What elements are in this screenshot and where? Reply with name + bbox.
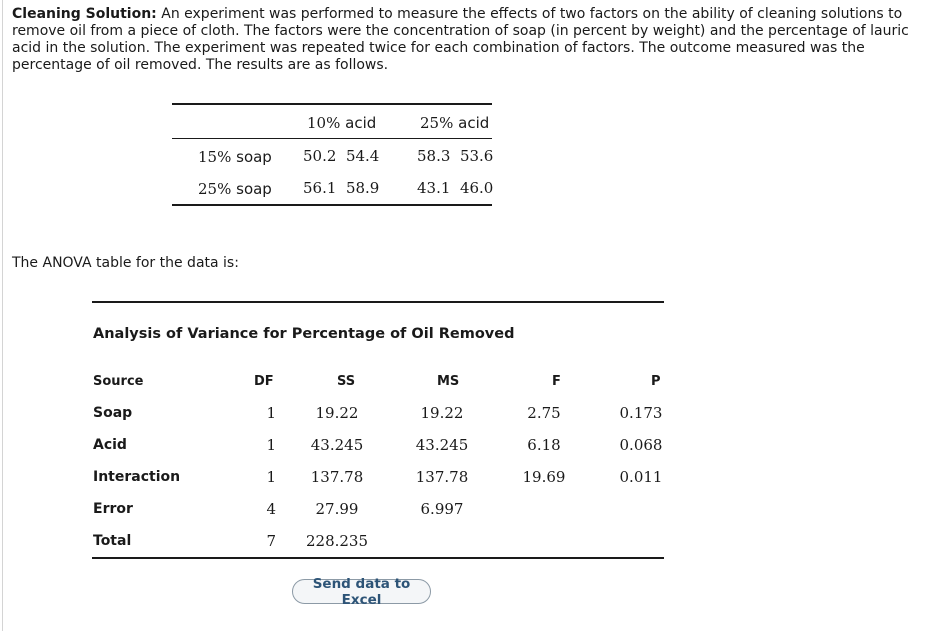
header-source: Source <box>93 374 144 389</box>
row-p: 0.173 <box>619 404 663 422</box>
row-source: Total <box>93 533 132 549</box>
row-15-soap-25-acid: 58.3 53.6 <box>417 147 494 165</box>
row-df: 1 <box>266 468 276 486</box>
intro-text: An experiment was performed to measure the effects of two factors on the ability of cleaning solutions to remove oil from a piece of cloth. The factors were the concentration of soap (in percent by weight) and the percentage of lauric acid in the solution. The experiment was repeated twice for each combination of factors. The outcome measured was the percentage of oil removed. The results are as follows. <box>12 6 909 73</box>
anova-bottom-rule <box>92 557 664 559</box>
intro-paragraph <box>12 6 917 74</box>
row-ms: 137.78 <box>415 468 469 486</box>
anova-title: Analysis of Variance for Percentage of Oil Removed <box>93 326 515 342</box>
anova-top-rule <box>92 301 664 303</box>
row-ss: 43.245 <box>310 436 364 454</box>
row-25-soap-label: 25% soap <box>198 180 272 198</box>
row-25-soap-10-acid: 56.1 58.9 <box>303 179 380 197</box>
row-df: 1 <box>266 436 276 454</box>
data-table-bottom-rule <box>172 204 492 206</box>
row-source: Interaction <box>93 469 181 485</box>
row-f: 19.69 <box>522 468 566 486</box>
row-ss: 137.78 <box>310 468 364 486</box>
row-p: 0.068 <box>619 436 663 454</box>
anova-intro-text: The ANOVA table for the data is: <box>12 255 239 271</box>
row-f: 6.18 <box>527 436 561 454</box>
row-source: Error <box>93 501 133 517</box>
anova-table <box>92 301 664 561</box>
header-f: F <box>552 374 561 389</box>
data-table-top-rule <box>172 103 492 105</box>
row-15-soap-label: 15% soap <box>198 148 272 166</box>
left-border <box>2 0 3 631</box>
data-table <box>172 103 492 206</box>
row-15-soap-10-acid: 50.2 54.4 <box>303 147 380 165</box>
row-p: 0.011 <box>619 468 663 486</box>
row-ss: 228.235 <box>305 532 369 550</box>
row-source: Soap <box>93 405 133 421</box>
send-data-to-excel-button[interactable]: Send data to Excel <box>292 579 431 604</box>
row-25-soap-25-acid: 43.1 46.0 <box>417 179 494 197</box>
row-df: 7 <box>266 532 276 550</box>
row-ms: 6.997 <box>420 500 464 518</box>
row-ss: 27.99 <box>315 500 359 518</box>
row-source: Acid <box>93 437 127 453</box>
header-25-acid: 25% acid <box>420 114 490 132</box>
row-df: 4 <box>266 500 276 518</box>
header-p: P <box>651 374 661 389</box>
intro-title: Cleaning Solution: <box>12 6 157 22</box>
header-df: DF <box>254 374 274 389</box>
row-ms: 43.245 <box>415 436 469 454</box>
row-ss: 19.22 <box>315 404 359 422</box>
header-ss: SS <box>337 374 356 389</box>
header-ms: MS <box>437 374 460 389</box>
row-df: 1 <box>266 404 276 422</box>
header-10-acid: 10% acid <box>307 114 377 132</box>
row-f: 2.75 <box>527 404 561 422</box>
data-table-header-rule <box>172 138 492 139</box>
row-ms: 19.22 <box>420 404 464 422</box>
